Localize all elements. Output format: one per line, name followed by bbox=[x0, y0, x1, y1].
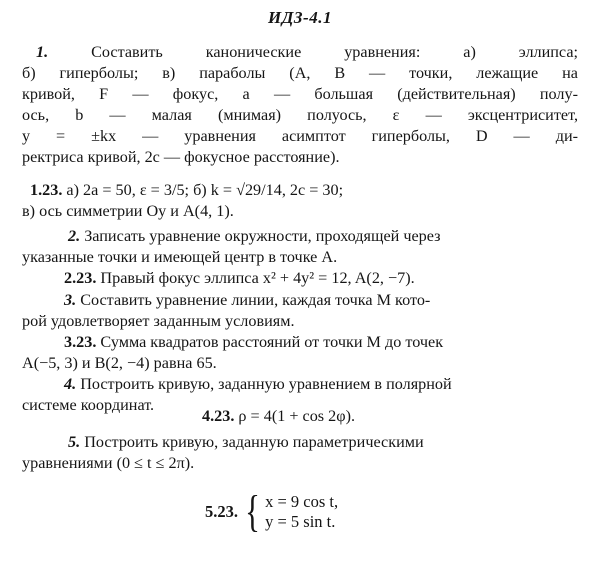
task-3-line-2: рой удовлетворяет заданным условиям. bbox=[22, 312, 295, 330]
variant-3-23 bbox=[22, 332, 578, 374]
task-4-number: 4. bbox=[64, 375, 77, 393]
variant-2-23-number: 2.23. bbox=[64, 269, 97, 287]
task-2-number: 2. bbox=[68, 227, 81, 245]
document-title: ИДЗ-4.1 bbox=[268, 8, 332, 27]
task-1-line-3: кривой, F — фокус, a — большая (действительная) полу- bbox=[22, 85, 578, 103]
variant-5-23 bbox=[205, 487, 339, 536]
variant-1-23 bbox=[22, 180, 578, 222]
task-5-line-1: Построить кривую, заданную параметрическими bbox=[84, 433, 424, 451]
variant-4-23-number: 4.23. bbox=[202, 407, 235, 425]
variant-2-23 bbox=[22, 268, 578, 289]
variant-4-23-text: ρ = 4(1 + cos 2φ). bbox=[238, 407, 356, 425]
task-1-line-4: ось, b — малая (мнимая) полуось, ε — эксцентриситет, bbox=[22, 106, 578, 124]
task-1 bbox=[22, 42, 578, 168]
equation-x: x = 9 cos t, bbox=[265, 492, 339, 511]
task-2-line-1: Записать уравнение окружности, проходящей через bbox=[84, 227, 441, 245]
system-brace: { bbox=[245, 487, 260, 536]
variant-1-23-line-2: в) ось симметрии Oy и A(4, 1). bbox=[22, 202, 234, 220]
variant-2-23-text: Правый фокус эллипса x² + 4y² = 12, A(2, −7). bbox=[100, 269, 415, 287]
parametric-equations bbox=[265, 492, 338, 532]
task-1-line-5: y = ±kx — уравнения асимптот гиперболы, D — ди- bbox=[22, 127, 578, 145]
task-1-line-6: ректриса кривой, 2c — фокусное расстояние). bbox=[22, 148, 340, 166]
variant-3-23-line-2: A(−5, 3) и B(2, −4) равна 65. bbox=[22, 354, 217, 372]
task-1-line-2: б) гиперболы; в) параболы (A, B — точки, лежащие на bbox=[22, 64, 578, 82]
task-4-line-2: системе координат. bbox=[22, 396, 155, 414]
task-5-line-2: уравнениями (0 ≤ t ≤ 2π). bbox=[22, 454, 195, 472]
variant-3-23-line-1: Сумма квадратов расстояний от точки M до точек bbox=[100, 333, 444, 351]
variant-1-23-line-1: а) 2a = 50, ε = 3/5; б) k = √29/14, 2c = 30; bbox=[66, 181, 344, 199]
task-4-line-1: Построить кривую, заданную уравнением в полярной bbox=[80, 375, 452, 393]
task-3-line-1: Составить уравнение линии, каждая точка M кото- bbox=[80, 291, 431, 309]
task-5-number: 5. bbox=[68, 433, 81, 451]
variant-3-23-number: 3.23. bbox=[64, 333, 97, 351]
task-5 bbox=[22, 432, 578, 474]
task-1-line-1: Составить канонические уравнения: а) эллипса; bbox=[91, 43, 579, 61]
variant-5-23-number: 5.23. bbox=[205, 502, 238, 521]
variant-4-23 bbox=[22, 406, 578, 427]
task-2-line-2: указанные точки и имеющей центр в точке A. bbox=[22, 248, 338, 266]
equation-y: y = 5 sin t. bbox=[265, 512, 336, 531]
task-1-number: 1. bbox=[36, 43, 49, 61]
task-2 bbox=[22, 226, 578, 268]
task-3-number: 3. bbox=[64, 291, 77, 309]
variant-1-23-number: 1.23. bbox=[30, 181, 63, 199]
task-3 bbox=[22, 290, 578, 332]
